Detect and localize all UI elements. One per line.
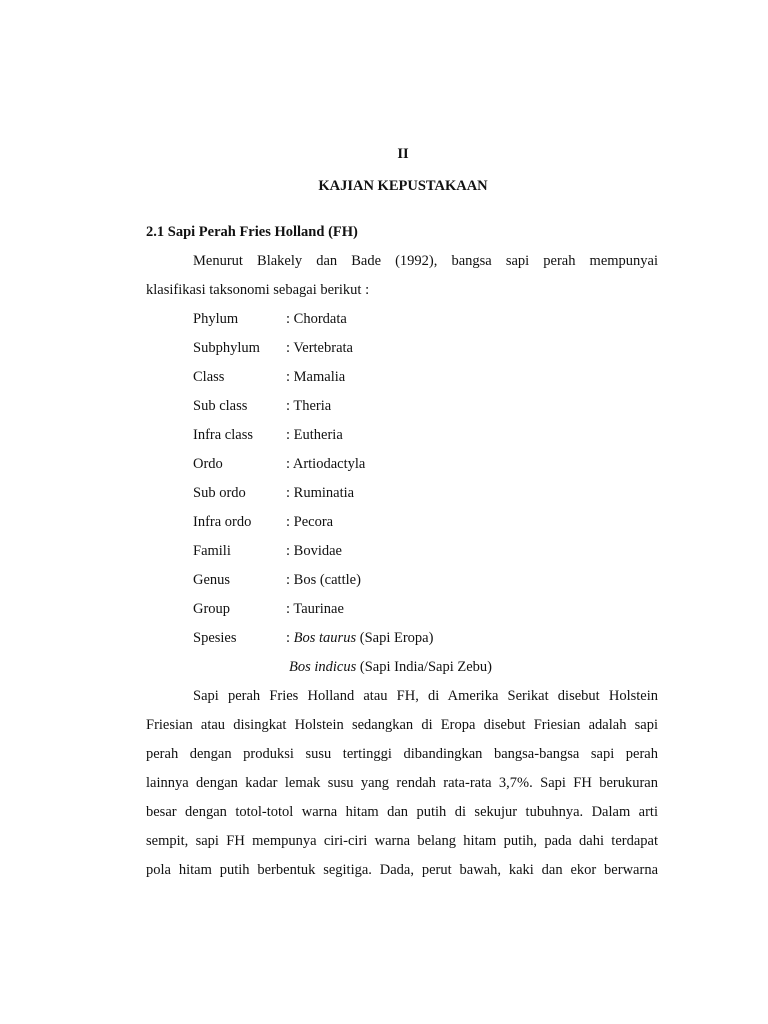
chapter-title: KAJIAN KEPUSTAKAAN (318, 178, 488, 194)
taxonomy-value: : Artiodactyla (286, 456, 366, 472)
taxonomy-value: : Bovidae (286, 543, 342, 559)
paragraph-line: lainnya dengan kadar lemak susu yang rendah rata-rata 3,7%. Sapi FH berukuran (146, 775, 658, 791)
taxonomy-rank: Ordo (193, 456, 223, 472)
taxonomy-rank: Subphylum (193, 340, 260, 356)
taxonomy-rank: Genus (193, 572, 231, 588)
taxonomy-rank: Group (193, 601, 231, 617)
taxonomy-value: : Eutheria (286, 427, 343, 443)
intro-line: klasifikasi taksonomi sebagai berikut : (146, 282, 370, 298)
species-common-name: (Sapi Eropa) (356, 630, 434, 646)
taxonomy-rank: Famili (193, 543, 231, 559)
chapter-number: II (397, 146, 409, 162)
taxonomy-rank: Class (193, 369, 225, 385)
paragraph-line: besar dengan totol-totol warna hitam dan putih di sekujur tubuhnya. Dalam arti (146, 804, 658, 820)
taxonomy-rank: Infra class (193, 427, 253, 443)
taxonomy-rank: Phylum (193, 311, 239, 327)
taxonomy-value: : Theria (286, 398, 332, 414)
taxonomy-value: : Mamalia (286, 369, 346, 385)
intro-line: Menurut Blakely dan Bade (1992), bangsa sapi perah mempunyai (193, 253, 658, 269)
taxonomy-value (286, 630, 433, 647)
taxonomy-value: : Vertebrata (286, 340, 353, 356)
paragraph-line: pola hitam putih berbentuk segitiga. Dada, perut bawah, kaki dan ekor berwarna (146, 862, 658, 878)
paragraph-line: Sapi perah Fries Holland atau FH, di Amerika Serikat disebut Holstein (193, 688, 658, 704)
taxonomy-value: : Ruminatia (286, 485, 355, 501)
paragraph-line: Friesian atau disingkat Holstein sedangkan di Eropa disebut Friesian adalah sapi (146, 717, 658, 733)
paragraph-line: sempit, sapi FH mempunya ciri-ciri warna belang hitam putih, pada dahi terdapat (146, 833, 658, 849)
taxonomy-rank: Spesies (193, 630, 237, 646)
section-heading: 2.1 Sapi Perah Fries Holland (FH) (146, 224, 358, 240)
paragraph-line: perah dengan produksi susu tertinggi dibandingkan bangsa-bangsa sapi perah (146, 746, 658, 762)
species-common-name: (Sapi India/Sapi Zebu) (356, 659, 492, 675)
taxonomy-rank: Infra ordo (193, 514, 252, 530)
taxonomy-value: : Pecora (286, 514, 334, 530)
species-name: Bos indicus (289, 659, 357, 675)
taxonomy-value: : Taurinae (286, 601, 344, 617)
species-prefix: : (286, 630, 294, 646)
taxonomy-value: : Bos (cattle) (286, 572, 361, 588)
taxonomy-rank: Sub class (193, 398, 248, 414)
taxonomy-value: : Chordata (286, 311, 347, 327)
taxonomy-rank: Sub ordo (193, 485, 246, 501)
species-name: Bos taurus (293, 630, 357, 646)
taxonomy-value (289, 659, 492, 676)
